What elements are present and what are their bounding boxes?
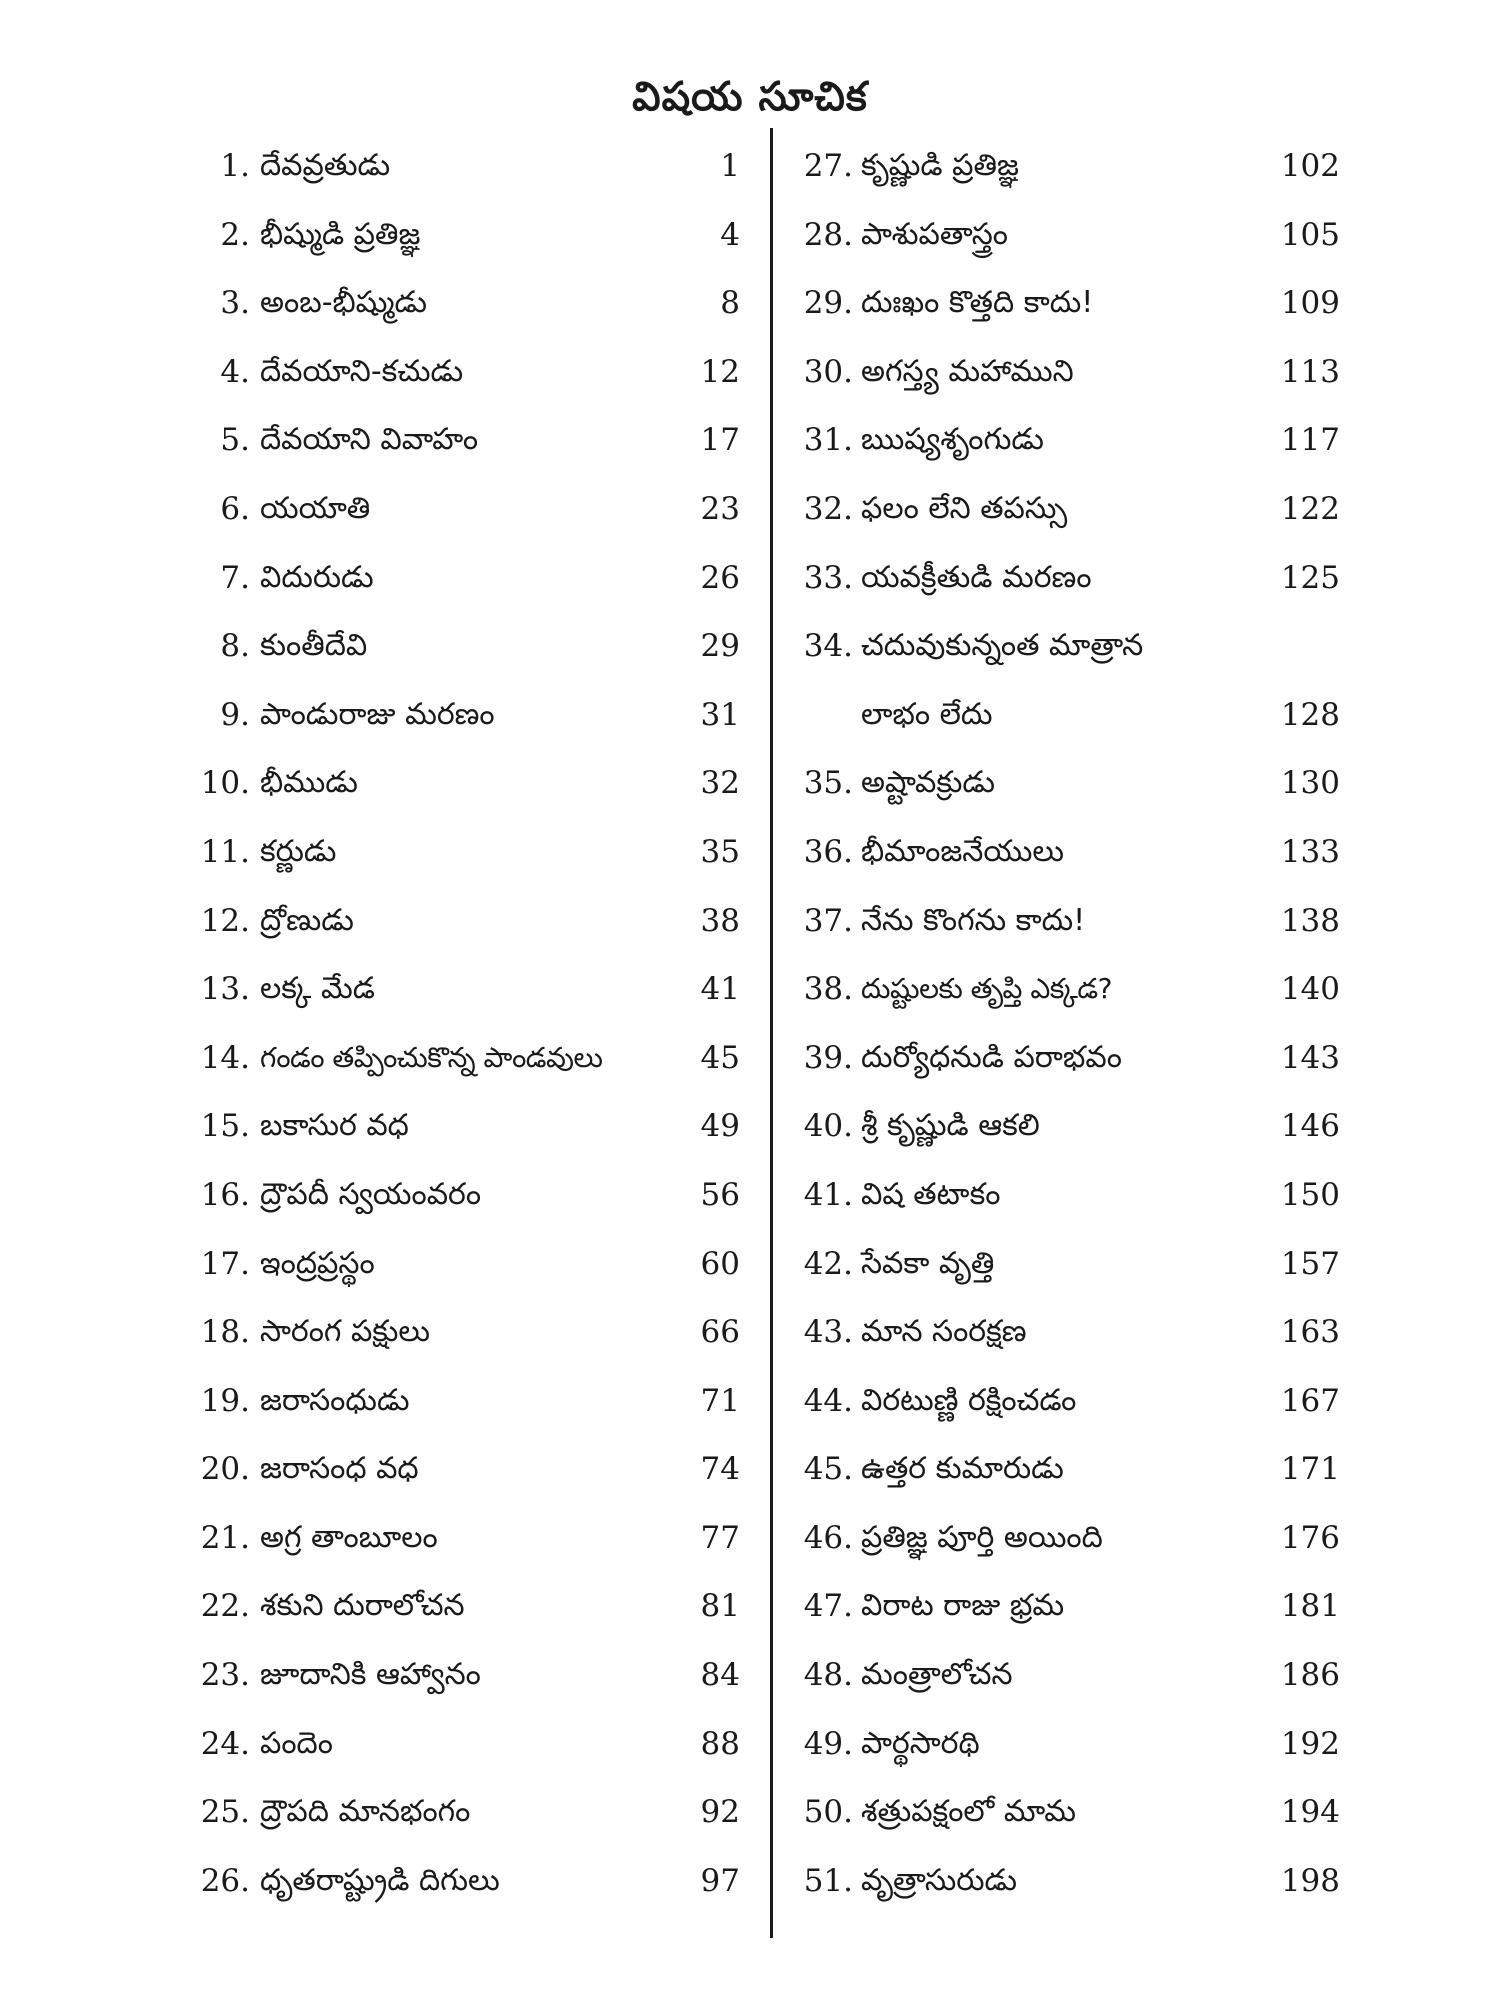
entry-title: శత్రుపక్షంలో మామ [861, 1794, 1077, 1830]
entry-page-number: 181 [1280, 1588, 1340, 1625]
entry-number: 27. [803, 148, 853, 184]
entry-page-number: 49 [700, 1108, 740, 1145]
entry-page-number: 1 [720, 148, 740, 184]
entry-title: కర్ణుడు [260, 833, 337, 869]
entry-title: ధృతరాష్ట్రుడి దిగులు [260, 1862, 500, 1898]
toc-entry [795, 1572, 1340, 1641]
toc-entry [190, 1435, 740, 1504]
entry-page-number: 4 [720, 216, 740, 253]
entry-title: పాండురాజు మరణం [260, 696, 495, 732]
toc-entry [190, 201, 740, 270]
entry-number: 36. [803, 833, 853, 870]
toc-entry [190, 338, 740, 407]
entry-title: విష తటాకం [861, 1176, 1001, 1212]
entry-number: 41. [803, 1176, 853, 1213]
entry-number: 47. [803, 1588, 853, 1625]
entry-title: జరాసంధ వధ [260, 1451, 419, 1487]
toc-entry [190, 544, 740, 613]
entry-number: 39. [803, 1039, 853, 1076]
entry-title: అంబ-భీష్ముడు [260, 285, 428, 321]
toc-entry [795, 749, 1340, 818]
toc-entry [190, 475, 740, 544]
toc-entry [795, 1641, 1340, 1710]
entry-page-number: 41 [700, 971, 740, 1008]
entry-number: 15. [200, 1108, 250, 1145]
entry-title: లక్క మేడ [260, 971, 375, 1007]
entry-title: శ్రీ కృష్ణుడి ఆకలి [861, 1108, 1040, 1144]
entry-number: 10. [200, 765, 250, 802]
entry-page-number: 198 [1280, 1862, 1340, 1899]
toc-entry [190, 612, 740, 681]
entry-title: ద్రౌపది మానభంగం [260, 1794, 471, 1830]
column-divider [770, 128, 773, 1938]
entry-page-number: 176 [1280, 1519, 1340, 1556]
entry-number: 35. [803, 765, 853, 802]
entry-title: భీమాంజనేయులు [861, 833, 1064, 869]
entry-number: 14. [200, 1039, 250, 1076]
toc-entry [190, 1778, 740, 1847]
entry-number: 23. [200, 1657, 250, 1694]
entry-page-number: 138 [1280, 902, 1340, 939]
entry-page-number: 8 [720, 285, 740, 322]
entry-title: ఫలం లేని తపస్సు [861, 490, 1068, 526]
entry-page-number: 84 [700, 1657, 740, 1694]
entry-title: దేవవ్రతుడు [260, 148, 391, 183]
toc-entry [795, 1778, 1340, 1847]
toc-entry [795, 1230, 1340, 1299]
toc-entry [795, 1504, 1340, 1573]
entry-title: అష్టావక్రుడు [861, 765, 995, 801]
entry-number: 19. [200, 1382, 250, 1419]
entry-page-number: 26 [700, 559, 740, 596]
toc-entry [795, 1435, 1340, 1504]
entry-number: 7. [220, 559, 250, 596]
entry-title: దుష్టులకు తృప్తి ఎక్కడ? [861, 972, 1112, 1006]
entry-number: 28. [803, 216, 853, 253]
entry-number: 48. [803, 1657, 853, 1694]
entry-number: 16. [200, 1176, 250, 1213]
entry-page-number: 97 [700, 1862, 740, 1899]
entry-page-number: 125 [1280, 559, 1340, 596]
toc-entry [190, 749, 740, 818]
entry-number: 18. [200, 1314, 250, 1351]
entry-title: శకుని దురాలోచన [260, 1588, 465, 1624]
entry-number: 30. [803, 353, 853, 390]
entry-number: 32. [803, 490, 853, 527]
entry-title: లాభం లేదు [861, 696, 993, 732]
entry-page-number: 192 [1280, 1725, 1340, 1762]
entry-number: 29. [803, 285, 853, 322]
entry-title: మంత్రాలోచన [861, 1657, 1013, 1693]
entry-page-number: 157 [1280, 1245, 1340, 1282]
entry-number: 33. [803, 559, 853, 596]
toc-entry [190, 1641, 740, 1710]
entry-number: 13. [200, 971, 250, 1008]
entry-title: ఋష్యశృంగుడు [861, 422, 1044, 458]
toc-entry [795, 475, 1340, 544]
entry-title: వృత్రాసురుడు [861, 1862, 1018, 1898]
entry-title: విరటుణ్ణి రక్షించడం [861, 1382, 1077, 1418]
toc-entry [190, 1298, 740, 1367]
entry-page-number: 167 [1280, 1382, 1340, 1419]
entry-page-number: 45 [700, 1039, 740, 1076]
entry-title: ప్రతిజ్ఞ పూర్తి అయింది [861, 1519, 1103, 1555]
entry-page-number: 38 [700, 902, 740, 939]
entry-number: 5. [220, 422, 250, 459]
toc-entry [795, 132, 1340, 201]
entry-title: చదువుకున్నంత మాత్రాన [861, 628, 1144, 664]
toc-entry [795, 681, 1340, 750]
entry-page-number: 194 [1280, 1794, 1340, 1831]
entry-number: 20. [200, 1451, 250, 1488]
entry-title: పాశుపతాస్త్రం [861, 216, 1008, 252]
toc-entry [190, 1367, 740, 1436]
toc-entry [795, 269, 1340, 338]
entry-number: 31. [803, 422, 853, 459]
entry-page-number: 117 [1280, 422, 1340, 459]
toc-entry [795, 544, 1340, 613]
entry-number: 34. [803, 628, 853, 665]
entry-number: 9. [220, 696, 250, 733]
toc-left-column [190, 132, 740, 1915]
toc-entry [190, 1504, 740, 1573]
entry-title: ఇంద్రప్రస్థం [260, 1245, 375, 1281]
entry-title: జరాసంధుడు [260, 1382, 410, 1418]
entry-title: ద్రోణుడు [260, 902, 354, 938]
entry-page-number: 31 [700, 696, 740, 733]
entry-page-number: 66 [700, 1314, 740, 1351]
entry-page-number: 17 [700, 422, 740, 459]
toc-entry [190, 955, 740, 1024]
entry-page-number: 128 [1280, 696, 1340, 733]
entry-number: 12. [200, 902, 250, 939]
entry-number: 42. [803, 1245, 853, 1282]
entry-page-number: 113 [1280, 353, 1340, 390]
entry-title: విరాట రాజు భ్రమ [861, 1588, 1065, 1624]
entry-number: 24. [200, 1725, 250, 1762]
toc-entry [190, 887, 740, 956]
toc-entry [795, 612, 1340, 681]
page-title: విషయ సూచిక [632, 73, 868, 120]
entry-page-number: 29 [700, 628, 740, 665]
toc-entry [795, 338, 1340, 407]
entry-number: 43. [803, 1314, 853, 1351]
entry-page-number: 32 [700, 765, 740, 802]
entry-number: 38. [803, 971, 853, 1008]
entry-number: 2. [220, 216, 250, 253]
toc-entry [190, 132, 740, 201]
entry-title: దుఃఖం కొత్తది కాదు! [861, 285, 1094, 321]
entry-title: యయాతి [260, 490, 371, 526]
entry-page-number: 60 [700, 1245, 740, 1282]
entry-number: 50. [803, 1794, 853, 1831]
entry-title: అగ్ర తాంబూలం [260, 1519, 438, 1555]
entry-page-number: 92 [700, 1794, 740, 1831]
entry-page-number: 140 [1280, 971, 1340, 1008]
entry-title: గండం తప్పించుకొన్న పాండవులు [260, 1040, 603, 1074]
entry-page-number: 130 [1280, 765, 1340, 802]
toc-entry [190, 1024, 740, 1093]
toc-entry [795, 818, 1340, 887]
entry-number: 46. [803, 1519, 853, 1556]
entry-number: 1. [220, 148, 250, 184]
toc-entry [190, 1572, 740, 1641]
entry-page-number: 105 [1280, 216, 1340, 253]
toc-entry [190, 681, 740, 750]
entry-title: బకాసుర వధ [260, 1108, 409, 1144]
entry-number: 3. [220, 285, 250, 322]
entry-title: మాన సంరక్షణ [861, 1314, 1027, 1350]
entry-number: 21. [200, 1519, 250, 1556]
toc-entry [795, 406, 1340, 475]
entry-page-number: 122 [1280, 490, 1340, 527]
entry-page-number: 163 [1280, 1314, 1340, 1351]
entry-page-number: 74 [700, 1451, 740, 1488]
toc-entry [795, 1298, 1340, 1367]
toc-entry [795, 1847, 1340, 1916]
entry-page-number: 77 [700, 1519, 740, 1556]
entry-number: 11. [200, 833, 250, 870]
entry-page-number: 186 [1280, 1657, 1340, 1694]
entry-number: 45. [803, 1451, 853, 1488]
entry-page-number: 23 [700, 490, 740, 527]
entry-page-number: 56 [700, 1176, 740, 1213]
toc-entry [795, 887, 1340, 956]
toc-entry [190, 1161, 740, 1230]
entry-number: 37. [803, 902, 853, 939]
entry-page-number: 150 [1280, 1176, 1340, 1213]
toc-entry [795, 1367, 1340, 1436]
entry-page-number: 81 [700, 1588, 740, 1625]
entry-page-number: 88 [700, 1725, 740, 1762]
entry-title: సేవకా వృత్తి [861, 1245, 995, 1281]
toc-entry [795, 1024, 1340, 1093]
entry-title: దేవయాని-కచుడు [260, 353, 464, 389]
entry-number: 6. [220, 490, 250, 527]
entry-number: 40. [803, 1108, 853, 1145]
entry-title: కృష్ణుడి ప్రతిజ్ఞ [861, 148, 1019, 183]
toc-entry [190, 818, 740, 887]
entry-page-number: 71 [700, 1382, 740, 1419]
entry-title: అగస్త్య మహాముని [861, 353, 1074, 389]
toc-entry [795, 955, 1340, 1024]
entry-title: జూదానికి ఆహ్వానం [260, 1657, 481, 1693]
toc-entry [795, 1161, 1340, 1230]
entry-title: ఉత్తర కుమారుడు [861, 1451, 1064, 1487]
entry-title: కుంతీదేవి [260, 628, 368, 664]
entry-number: 4. [220, 353, 250, 390]
entry-title: దుర్యోధనుడి పరాభవం [861, 1039, 1122, 1075]
entry-number: 22. [200, 1588, 250, 1625]
entry-title: విదురుడు [260, 559, 374, 595]
entry-title: యవక్రీతుడి మరణం [861, 559, 1092, 595]
toc-entry [190, 1092, 740, 1161]
entry-page-number: 171 [1280, 1451, 1340, 1488]
entry-title: దేవయాని వివాహం [260, 422, 479, 458]
entry-number: 26. [200, 1862, 250, 1899]
entry-page-number: 146 [1280, 1108, 1340, 1145]
entry-page-number: 102 [1280, 148, 1340, 184]
toc-entry [795, 201, 1340, 270]
toc-entry [190, 1230, 740, 1299]
entry-page-number: 35 [700, 833, 740, 870]
entry-number: 8. [220, 628, 250, 665]
entry-number: 17. [200, 1245, 250, 1282]
entry-number: 44. [803, 1382, 853, 1419]
toc-entry [190, 269, 740, 338]
entry-title: పార్థసారథి [861, 1725, 980, 1761]
entry-title: భీష్ముడి ప్రతిజ్ఞ [260, 216, 421, 252]
toc-entry [190, 406, 740, 475]
entry-page-number: 133 [1280, 833, 1340, 870]
toc-entry [795, 1710, 1340, 1779]
entry-title: పందెం [260, 1725, 333, 1761]
entry-title: ద్రౌపదీ స్వయంవరం [260, 1176, 482, 1212]
toc-entry [190, 1847, 740, 1916]
entry-title: నేను కొంగను కాదు! [861, 902, 1086, 938]
entry-page-number: 109 [1280, 285, 1340, 322]
entry-page-number: 143 [1280, 1039, 1340, 1076]
entry-number: 25. [200, 1794, 250, 1831]
toc-entry [795, 1092, 1340, 1161]
toc-entry [190, 1710, 740, 1779]
toc-right-column [795, 132, 1340, 1915]
entry-number: 49. [803, 1725, 853, 1762]
entry-title: సారంగ పక్షులు [260, 1314, 430, 1350]
entry-title: భీముడు [260, 765, 358, 801]
entry-page-number: 12 [700, 353, 740, 390]
entry-number: 51. [803, 1862, 853, 1899]
